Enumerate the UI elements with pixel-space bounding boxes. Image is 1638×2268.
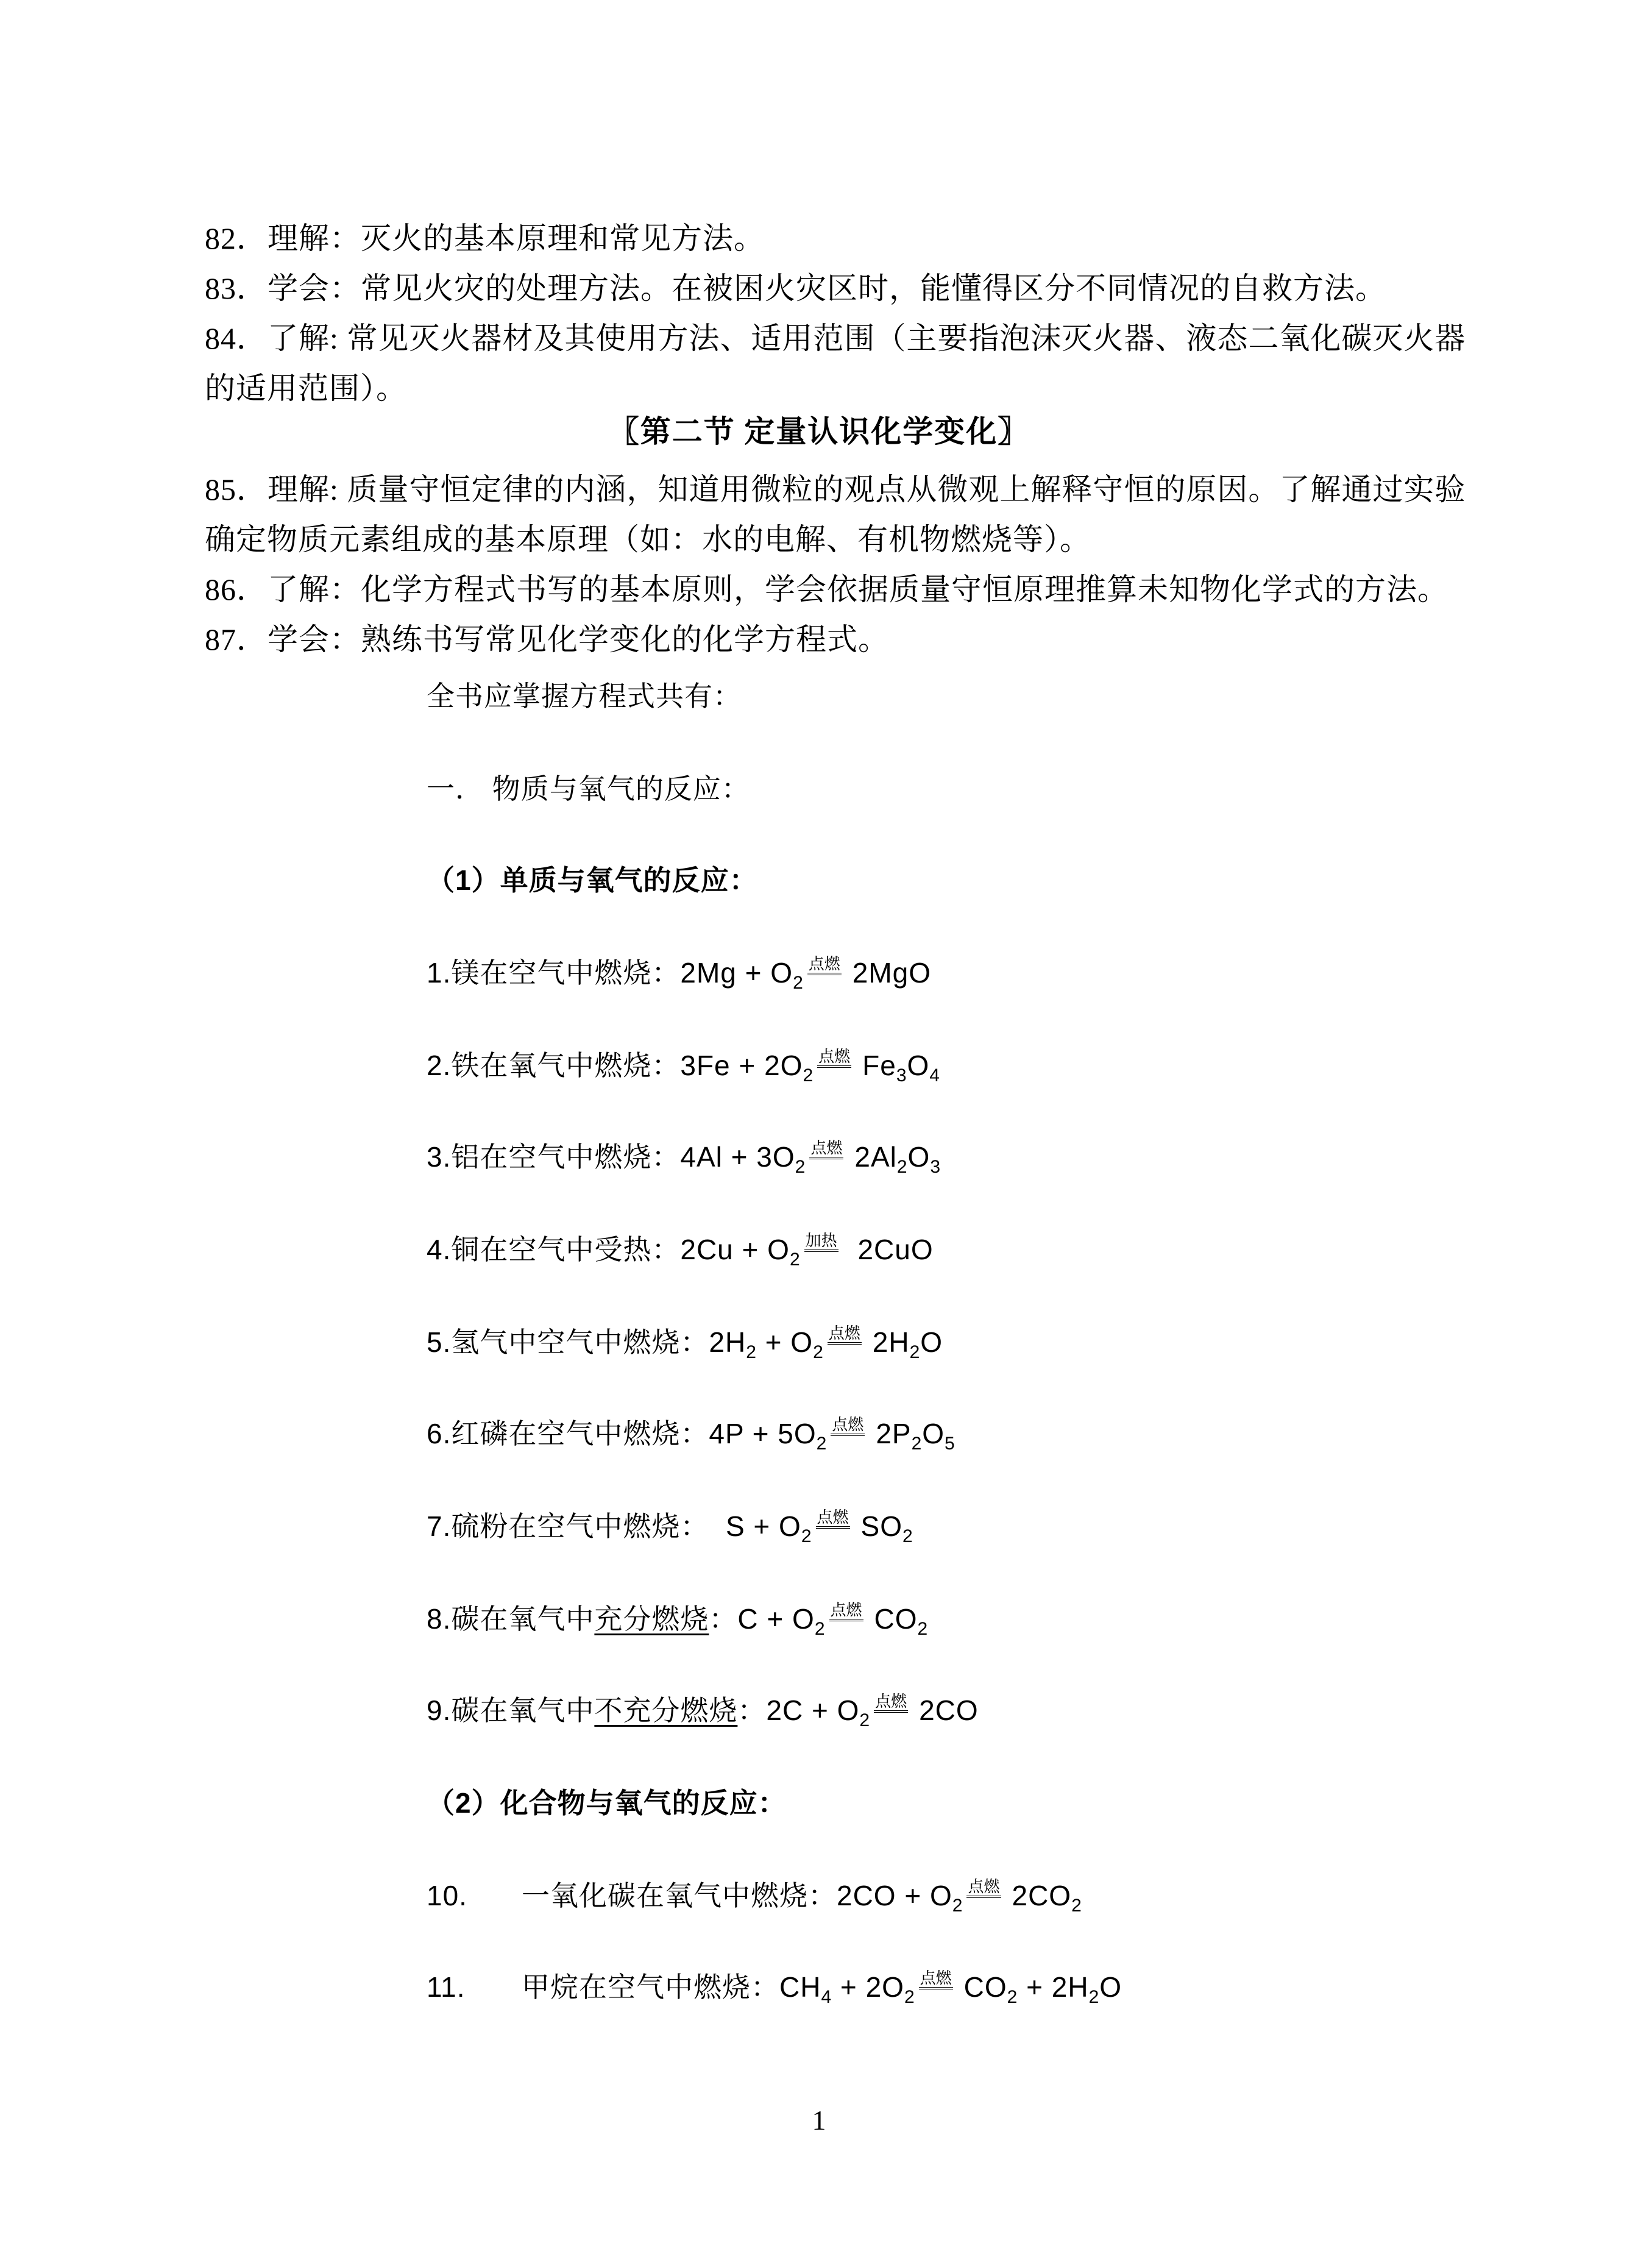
reaction-condition: 点燃: [816, 1509, 850, 1529]
reaction-condition: 点燃: [874, 1693, 908, 1713]
section-title: 〖第二节 定量认识化学变化〗: [608, 414, 1030, 449]
equation-products: $SO_2$: [860, 1510, 913, 1546]
equation-description: 铝在空气中燃烧: [451, 1141, 652, 1173]
reaction-condition: 点燃: [829, 1602, 863, 1621]
equation-description: 铁在氧气中燃烧: [451, 1050, 652, 1081]
subheading-elements: （1）单质与氧气的反应：: [427, 864, 758, 896]
equation-reactants: $2C + O_2$: [766, 1694, 871, 1730]
equation-reactants: $2Cu + O_2$: [680, 1234, 801, 1270]
equation-description: 一氧化碳在氧气中燃烧: [522, 1880, 808, 1911]
equation-products: $CO_2 + 2H_2O$: [963, 1971, 1122, 2007]
equation-11: 11. 甲烷在空气中燃烧：$CH_4 + 2O_2$点燃 $CO_2 + 2H_2O$: [427, 1969, 1122, 2007]
equation-number: 4.: [427, 1234, 452, 1265]
equation-6: 6.红磷在空气中燃烧：$4P + 5O_2$点燃 $2P_2O_5$: [427, 1415, 956, 1454]
equation-products: $2Al_2O_3$: [854, 1141, 941, 1177]
equation-products: $2H_2O$: [872, 1326, 943, 1362]
paragraph-82: 82．理解：灭火的基本原理和常见方法。: [205, 221, 765, 255]
equation-number: 9.: [427, 1694, 452, 1726]
paragraph-84: 84．了解: 常见灭火器材及其使用方法、适用范围（主要指泡沫灭火器、液态二氧化碳灭火器的适用范围）。: [205, 321, 1466, 405]
equation-number: 1.: [427, 957, 452, 989]
equation-3: 3.铝在空气中燃烧：$4Al + 3O_2$点燃 $2Al_2O_3$: [427, 1139, 941, 1177]
equation-1: 1.镁在空气中燃烧：$2Mg + O_2$点燃 2MgO: [427, 954, 932, 993]
equation-5: 5.氢气中空气中燃烧：$2H_2 + O_2$点燃 $2H_2O$: [427, 1324, 943, 1362]
equation-description-underlined: 不充分燃烧: [594, 1694, 738, 1726]
equation-reactants: $2CO + O_2$: [837, 1880, 963, 1916]
equation-products: $2P_2O_5$: [876, 1418, 956, 1454]
equation-description: 碳在氧气中: [451, 1603, 595, 1635]
equation-reactants: $3Fe + 2O_2$: [680, 1050, 814, 1086]
equation-reactants: $4Al + 3O_2$: [680, 1141, 806, 1177]
equation-description: 碳在氧气中: [451, 1694, 595, 1726]
reaction-condition: 加热: [804, 1232, 838, 1252]
equation-7: 7.硫粉在空气中燃烧： $S + O_2$点燃 $SO_2$: [427, 1508, 913, 1546]
equation-products: 2CO: [919, 1694, 979, 1726]
equation-description: 甲烷在空气中燃烧: [522, 1971, 751, 2003]
equation-products: 2MgO: [852, 957, 932, 989]
equation-number: 6.: [427, 1418, 452, 1449]
equation-products: $2CO_2$: [1012, 1880, 1082, 1916]
part-one-heading: 一． 物质与氧气的反应：: [427, 773, 750, 805]
equation-reactants: $S + O_2$: [725, 1510, 812, 1546]
equation-number: 11.: [427, 1971, 466, 2003]
equation-9: 9.碳在氧气中不充分燃烧：$2C + O_2$点燃 2CO: [427, 1692, 979, 1730]
equation-10: 10. 一氧化碳在氧气中燃烧：$2CO + O_2$点燃 $2CO_2$: [427, 1877, 1082, 1916]
paragraph-87: 87．学会：熟练书写常见化学变化的化学方程式。: [205, 622, 889, 656]
equation-number: 3.: [427, 1141, 452, 1173]
reaction-condition: 点燃: [831, 1417, 865, 1436]
equation-number: 10.: [427, 1880, 467, 1911]
reaction-condition: 点燃: [817, 1048, 851, 1068]
reaction-condition: 点燃: [809, 1140, 843, 1159]
subheading-compounds: （2）化合物与氧气的反应：: [427, 1787, 787, 1819]
equation-4: 4.铜在空气中受热：$2Cu + O_2$加热 2CuO: [427, 1231, 934, 1270]
paragraph-85: 85．理解: 质量守恒定律的内涵，知道用微粒的观点从微观上解释守恒的原因。了解通过实验确定物质元素组成的基本原理（如：水的电解、有机物燃烧等）。: [205, 472, 1466, 556]
equation-description: 氢气中空气中燃烧: [451, 1326, 681, 1358]
reaction-condition: 点燃: [828, 1325, 862, 1345]
equation-description: 硫粉在空气中燃烧: [451, 1510, 681, 1542]
paragraph-83: 83．学会：常见火灾的处理方法。在被困火灾区时，能懂得区分不同情况的自救方法。: [205, 271, 1386, 305]
equation-number: 7.: [427, 1510, 452, 1542]
equation-products: $CO_2$: [874, 1603, 929, 1639]
equation-number: 5.: [427, 1326, 452, 1358]
equation-reactants: $2Mg + O_2$: [680, 957, 804, 993]
equation-reactants: $C + O_2$: [737, 1603, 826, 1639]
reaction-condition: 点燃: [919, 1970, 953, 1989]
page-number: 1: [812, 2105, 826, 2136]
equation-8: 8.碳在氧气中充分燃烧：$C + O_2$点燃 $CO_2$: [427, 1601, 929, 1639]
equation-number: 8.: [427, 1603, 452, 1635]
equation-description: 红磷在空气中燃烧: [451, 1418, 681, 1449]
equation-2: 2.铁在氧气中燃烧：$3Fe + 2O_2$点燃 $Fe_3O_4$: [427, 1047, 940, 1086]
equation-products: 2CuO: [849, 1234, 934, 1265]
equation-reactants: $2H_2 + O_2$: [709, 1326, 824, 1362]
equation-description: 铜在空气中受热: [451, 1234, 652, 1265]
equation-reactants: $4P + 5O_2$: [709, 1418, 828, 1454]
equation-products: $Fe_3O_4$: [862, 1050, 940, 1086]
reaction-condition: 点燃: [807, 956, 842, 975]
equation-reactants: $CH_4 + 2O_2$: [779, 1971, 915, 2007]
equation-number: 2.: [427, 1050, 452, 1081]
reaction-condition: 点燃: [966, 1879, 1001, 1898]
equations-intro: 全书应掌握方程式共有：: [427, 680, 742, 712]
paragraph-86: 86．了解：化学方程式书写的基本原则，学会依据质量守恒原理推算未知物化学式的方法。: [205, 572, 1448, 606]
equation-description: 镁在空气中燃烧: [451, 957, 652, 989]
equation-description-underlined: 充分燃烧: [594, 1603, 709, 1635]
